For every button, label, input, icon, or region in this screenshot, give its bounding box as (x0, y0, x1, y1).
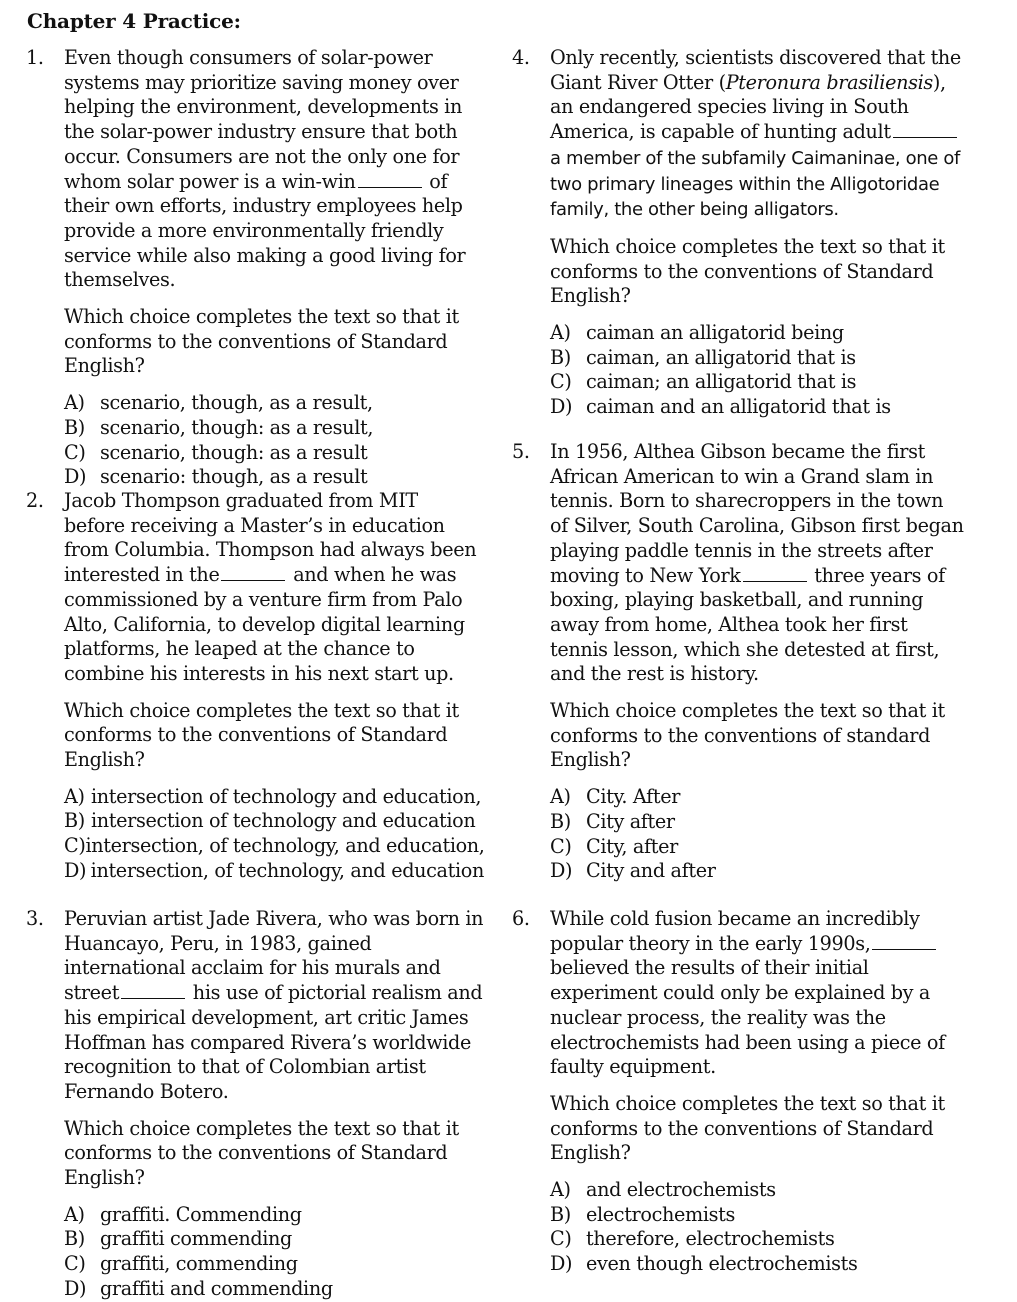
option-b[interactable]: B) intersection of technology and education (64, 809, 476, 833)
question-passage: In 1956, Althea Gibson became the first African American to win a Grand slam in tennis. Born to sharecroppers in the town of Silver, South Carolina, Gibson first began playing paddle tennis in the streets after moving to New York three years of boxing, playing basketball, and running away from home, Althea took her first tennis lesson, which she detested at first, and the rest is history. (550, 440, 964, 686)
question-prompt: Which choice completes the text so that it conforms to the conventions of Standard English? (550, 234, 945, 308)
option-a[interactable]: A) City. After (550, 785, 681, 809)
question-number: 3. (26, 907, 44, 930)
question-number: 4. (512, 46, 530, 69)
answer-blank (121, 984, 185, 999)
answer-options (64, 1203, 484, 1302)
question-prompt: Which choice completes the text so that it conforms to the conventions of Standard English? (64, 305, 459, 378)
question-1 (26, 46, 484, 490)
species-name: Pteronura brasiliensis (725, 70, 933, 94)
option-c[interactable]: C) therefore, electrochemists (550, 1227, 835, 1251)
question-passage: Even though consumers of solar-power systems may prioritize saving money over helping the environment, developments in the solar-power industry ensure that both occur. Consumers are not the only one for whom solar power is a win-win of their own efforts, industry employees help provide a more environmentally friendly service while also making a good living for themselves. (64, 46, 466, 292)
answer-options (550, 321, 965, 420)
answer-options (550, 785, 965, 884)
option-b[interactable]: B) electrochemists (550, 1202, 735, 1226)
question-passage: While cold fusion became an incredibly popular theory in the early 1990s, believed the results of their initial experiment could only be explained by a nuclear process, the reality was the electrochemists had been using a piece of faulty equipment. (550, 907, 945, 1079)
question-passage: Only recently, scientists discovered that the Giant River Otter (Pteronura brasiliensis), an endangered species living in South America, is capable of hunting adult a member of the subfamily Caimaninae, one of two primary lineages within the Alligotoridae family, the other being alligators. (550, 46, 961, 221)
option-b[interactable]: B) City after (550, 809, 675, 833)
page-title: Chapter 4 Practice: (27, 9, 241, 33)
option-d[interactable]: D) City and after (550, 859, 716, 883)
answer-options (550, 1178, 970, 1277)
answer-blank (221, 566, 285, 581)
option-c[interactable]: C) graffiti, commending (64, 1252, 298, 1276)
option-d[interactable]: D) even though electrochemists (550, 1252, 858, 1276)
question-2 (26, 489, 485, 884)
question-6 (512, 907, 970, 1277)
answer-options (64, 391, 484, 490)
question-number: 6. (512, 907, 530, 930)
answer-blank (358, 173, 422, 188)
option-d[interactable]: D) graffiti and commending (64, 1276, 333, 1300)
option-a[interactable]: A) and electrochemists (550, 1178, 776, 1202)
answer-blank (872, 935, 936, 950)
question-number: 2. (26, 489, 44, 512)
question-number: 1. (26, 46, 44, 69)
option-b[interactable]: B) scenario, though: as a result, (64, 415, 374, 439)
question-passage: Peruvian artist Jade Rivera, who was born in Huancayo, Peru, in 1983, gained international acclaim for his murals and street his use of pictorial realism and his empirical development, art critic James Hoffman has compared Rivera’s worldwide recognition to that of Colombian artist Fernando Botero. (64, 907, 484, 1103)
option-d[interactable]: D) intersection, of technology, and education (64, 858, 484, 882)
option-d[interactable]: D) scenario: though, as a result (64, 465, 368, 489)
answer-blank (893, 123, 957, 138)
question-prompt: Which choice completes the text so that it conforms to the conventions of Standard English? (550, 1091, 945, 1165)
option-c[interactable]: C) scenario, though: as a result (64, 440, 368, 464)
question-number: 5. (512, 440, 530, 463)
option-a[interactable]: A) scenario, though, as a result, (64, 391, 373, 415)
option-a[interactable]: A) graffiti. Commending (64, 1202, 302, 1226)
option-c[interactable]: C) City, after (550, 834, 678, 858)
answer-options (64, 785, 484, 884)
question-4 (512, 46, 965, 420)
option-a[interactable]: A) intersection of technology and education, (64, 784, 482, 808)
option-c[interactable]: C) intersection, of technology, and education, (64, 834, 485, 858)
question-prompt: Which choice completes the text so that it conforms to the conventions of Standard English? (64, 1116, 459, 1190)
question-5 (512, 440, 965, 884)
question-prompt: Which choice completes the text so that it conforms to the conventions of standard English? (550, 699, 945, 772)
question-3 (26, 907, 484, 1302)
option-d[interactable]: D) caiman and an alligatorid that is (550, 395, 891, 419)
option-c[interactable]: C) caiman; an alligatorid that is (550, 370, 857, 394)
option-a[interactable]: A) caiman an alligatorid being (550, 321, 844, 345)
question-passage: Jacob Thompson graduated from MIT before receiving a Master’s in education from Columbia. Thompson had always been interested in the and when he was commissioned by a venture firm from Palo Alto, California, to develop digital learning platforms, he leaped at the chance to combine his interests in his next start up. (64, 489, 477, 685)
answer-blank (743, 567, 807, 582)
option-b[interactable]: B) caiman, an alligatorid that is (550, 345, 856, 369)
option-b[interactable]: B) graffiti commending (64, 1227, 292, 1251)
question-prompt: Which choice completes the text so that it conforms to the conventions of Standard English? (64, 698, 459, 772)
